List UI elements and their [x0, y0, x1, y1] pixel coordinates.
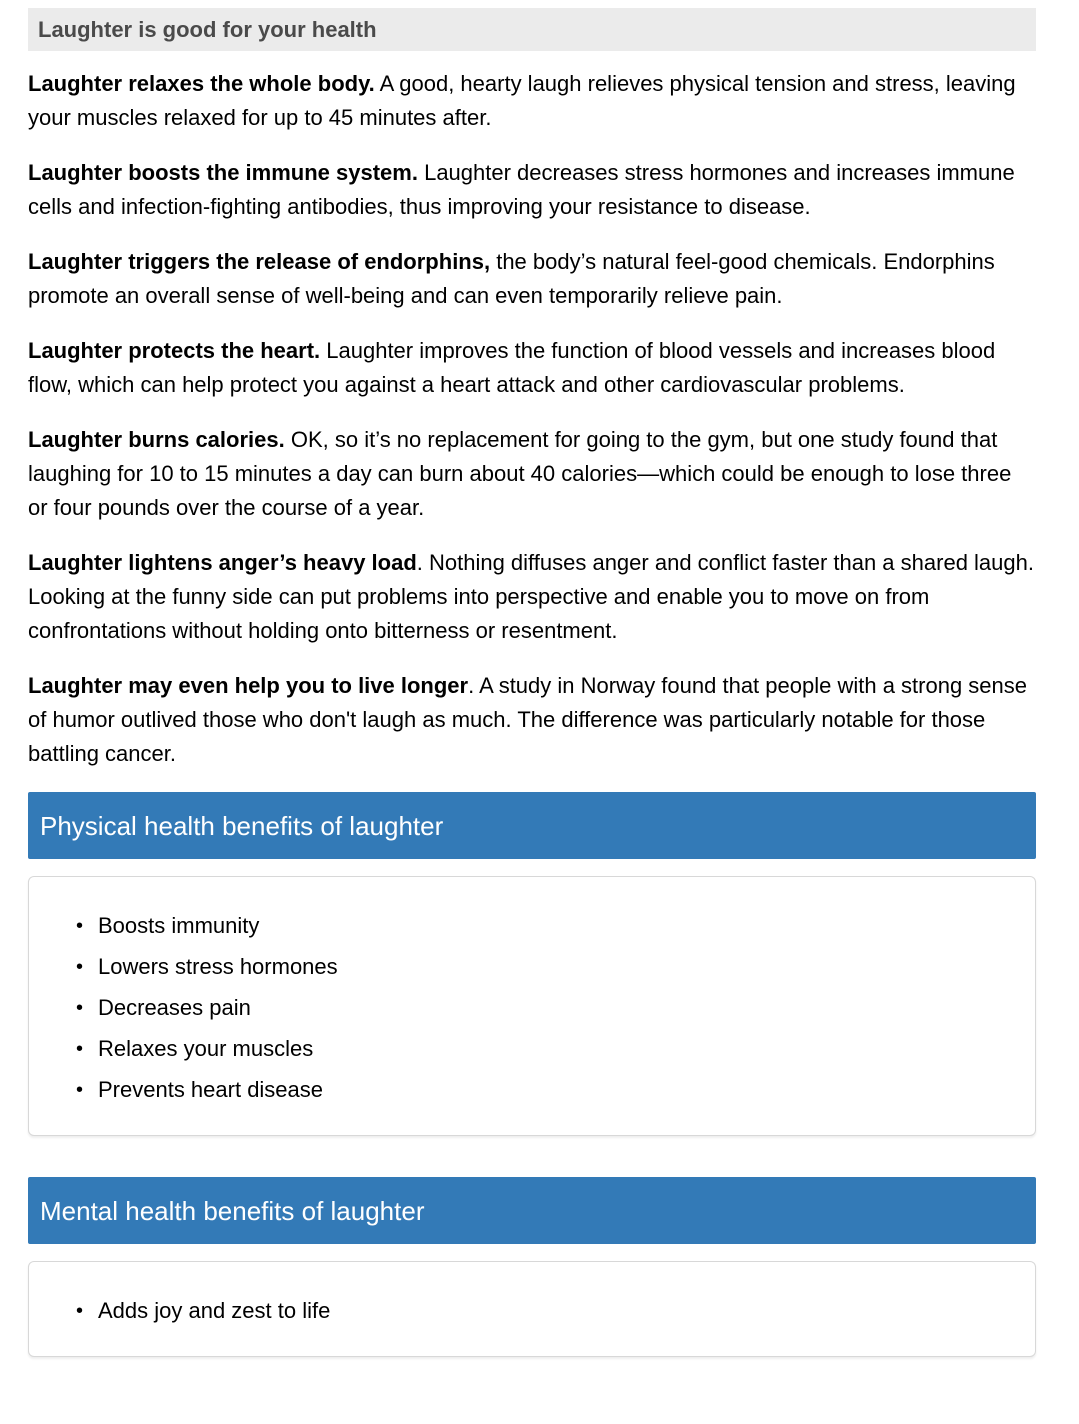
- paragraph-lead-bold: Laughter protects the heart.: [28, 338, 321, 363]
- benefit-list: [49, 1294, 1015, 1328]
- paragraph-text: Laughter improves the function of blood vessels and increases blood flow, which can help protect you against a heart attack and other cardiovascular problems.: [28, 338, 996, 397]
- benefit-section: [28, 1177, 1036, 1357]
- paragraph-lead-bold: Laughter triggers the release of endorphins,: [28, 249, 491, 274]
- paragraph-lead-bold: Laughter boosts the immune system.: [28, 160, 418, 185]
- article-paragraph: [28, 334, 1036, 402]
- article-paragraph: [28, 546, 1036, 648]
- article-paragraph: [28, 67, 1036, 135]
- section-panel: [28, 876, 1036, 1136]
- benefit-item: • Boosts immunity: [98, 909, 1015, 943]
- paragraph-lead-bold: Laughter burns calories.: [28, 427, 285, 452]
- benefit-item: • Prevents heart disease: [98, 1073, 1015, 1107]
- benefit-section: [28, 792, 1036, 1136]
- article-paragraph: [28, 245, 1036, 313]
- article-paragraph: [28, 423, 1036, 525]
- benefit-item: • Decreases pain: [98, 991, 1015, 1025]
- paragraph-text: A good, hearty laugh relieves physical tension and stress, leaving your muscles relaxed for up to 45 minutes after.: [28, 71, 1016, 130]
- paragraph-lead-bold: Laughter relaxes the whole body.: [28, 71, 375, 96]
- benefit-list: [49, 909, 1015, 1107]
- article-paragraph: [28, 156, 1036, 224]
- benefit-item: • Relaxes your muscles: [98, 1032, 1015, 1066]
- paragraph-text: . Nothing diffuses anger and conflict faster than a shared laugh. Looking at the funny side can put problems into perspective and enable you to move on from confrontations without holding onto bitterness or resentment.: [28, 550, 1034, 643]
- paragraph-lead-bold: Laughter lightens anger’s heavy load: [28, 550, 417, 575]
- article-body: [28, 67, 1036, 771]
- paragraph-text: OK, so it’s no replacement for going to the gym, but one study found that laughing for 10 to 15 minutes a day can burn about 40 calories—which could be enough to lose three or four pounds over the course of a year.: [28, 427, 1012, 520]
- section-panel: [28, 1261, 1036, 1357]
- paragraph-text: the body’s natural feel-good chemicals. Endorphins promote an overall sense of well-being and can even temporarily relieve pain.: [28, 249, 995, 308]
- paragraph-text: . A study in Norway found that people with a strong sense of humor outlived those who don't laugh as much. The difference was particularly notable for those battling cancer.: [28, 673, 1028, 766]
- benefit-sections: [28, 792, 1036, 1357]
- paragraph-text: Laughter decreases stress hormones and increases immune cells and infection-fighting antibodies, thus improving your resistance to disease.: [28, 160, 1015, 219]
- benefit-item: • Lowers stress hormones: [98, 950, 1015, 984]
- section-heading: Mental health benefits of laughter: [28, 1177, 1036, 1244]
- article-paragraph: [28, 669, 1036, 771]
- section-heading: Physical health benefits of laughter: [28, 792, 1036, 859]
- benefit-item: • Adds joy and zest to life: [98, 1294, 1015, 1328]
- paragraph-lead-bold: Laughter may even help you to live longer: [28, 673, 469, 698]
- page-title: Laughter is good for your health: [28, 8, 1036, 51]
